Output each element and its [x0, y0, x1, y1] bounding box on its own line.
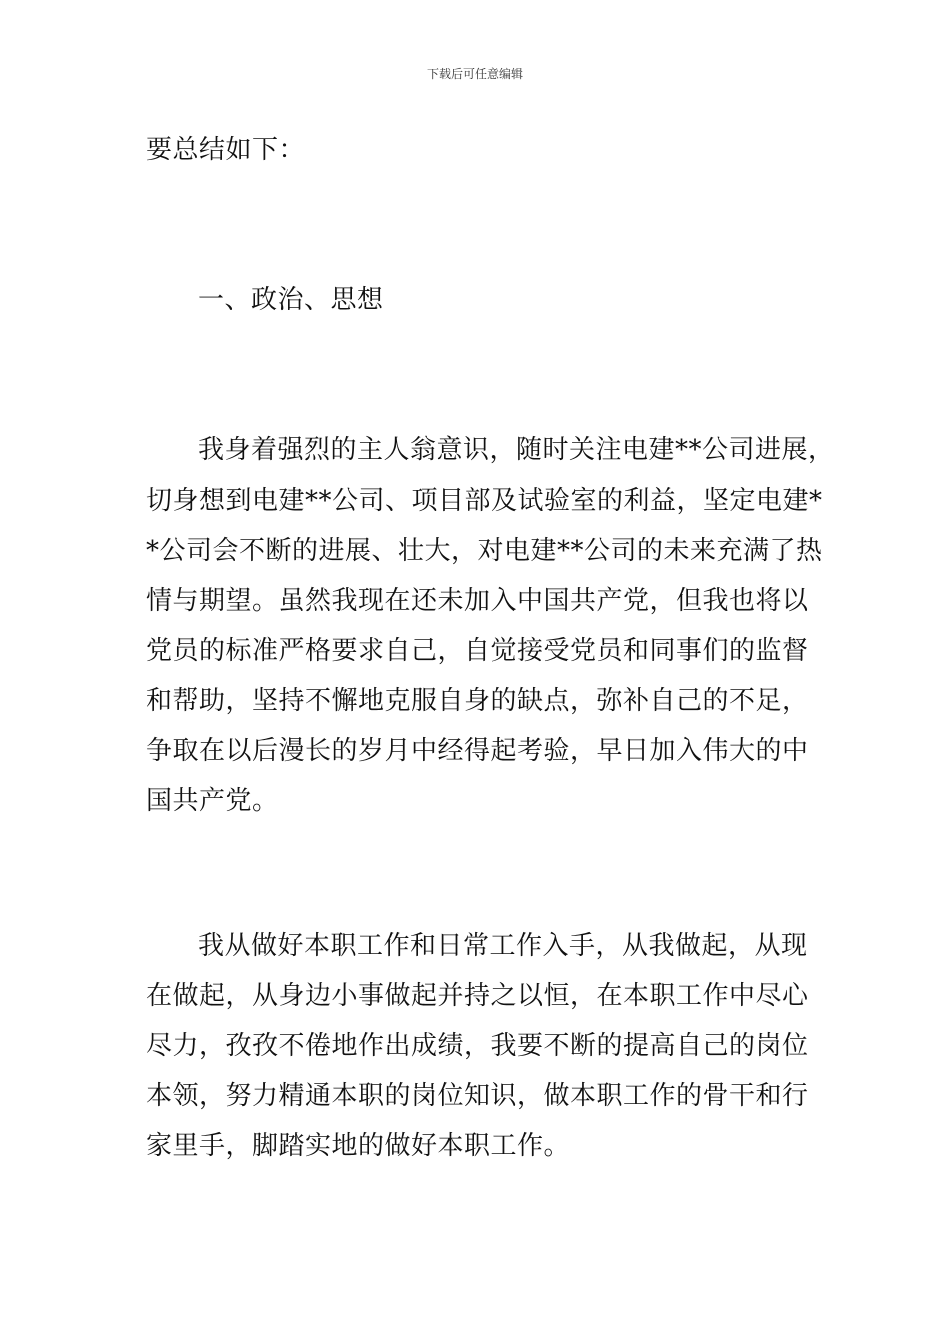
paragraph-line: 我身着强烈的主人翁意识，随时关注电建**公司进展，	[198, 435, 835, 465]
paragraph-line: 本领，努力精通本职的岗位知识，做本职工作的骨干和行	[146, 1081, 809, 1111]
paragraph-line: 家里手，脚踏实地的做好本职工作。	[146, 1131, 571, 1161]
paragraph-line: 情与期望。虽然我现在还未加入中国共产党，但我也将以	[146, 586, 809, 616]
paragraph-line: 在做起，从身边小事做起并持之以恒，在本职工作中尽心	[146, 981, 809, 1011]
section-heading: 一、政治、思想	[198, 285, 384, 315]
paragraph-line: 国共产党。	[146, 786, 279, 816]
page-header-watermark: 下载后可任意编辑	[426, 67, 523, 81]
paragraph-line: 党员的标准严格要求自己，自觉接受党员和同事们的监督	[146, 636, 809, 666]
paragraph-line: 切身想到电建**公司、项目部及试验室的利益，坚定电建*	[146, 486, 823, 516]
intro-line: 要总结如下：	[146, 135, 306, 165]
paragraph-line: 我从做好本职工作和日常工作入手，从我做起，从现	[198, 931, 808, 961]
paragraph-line: 争取在以后漫长的岁月中经得起考验，早日加入伟大的中	[146, 736, 809, 766]
paragraph-line: 和帮助，坚持不懈地克服自身的缺点，弥补自己的不足，	[146, 686, 809, 716]
paragraph-line: *公司会不断的进展、壮大，对电建**公司的未来充满了热	[146, 536, 823, 566]
paragraph-line: 尽力，孜孜不倦地作出成绩，我要不断的提高自己的岗位	[146, 1031, 809, 1061]
